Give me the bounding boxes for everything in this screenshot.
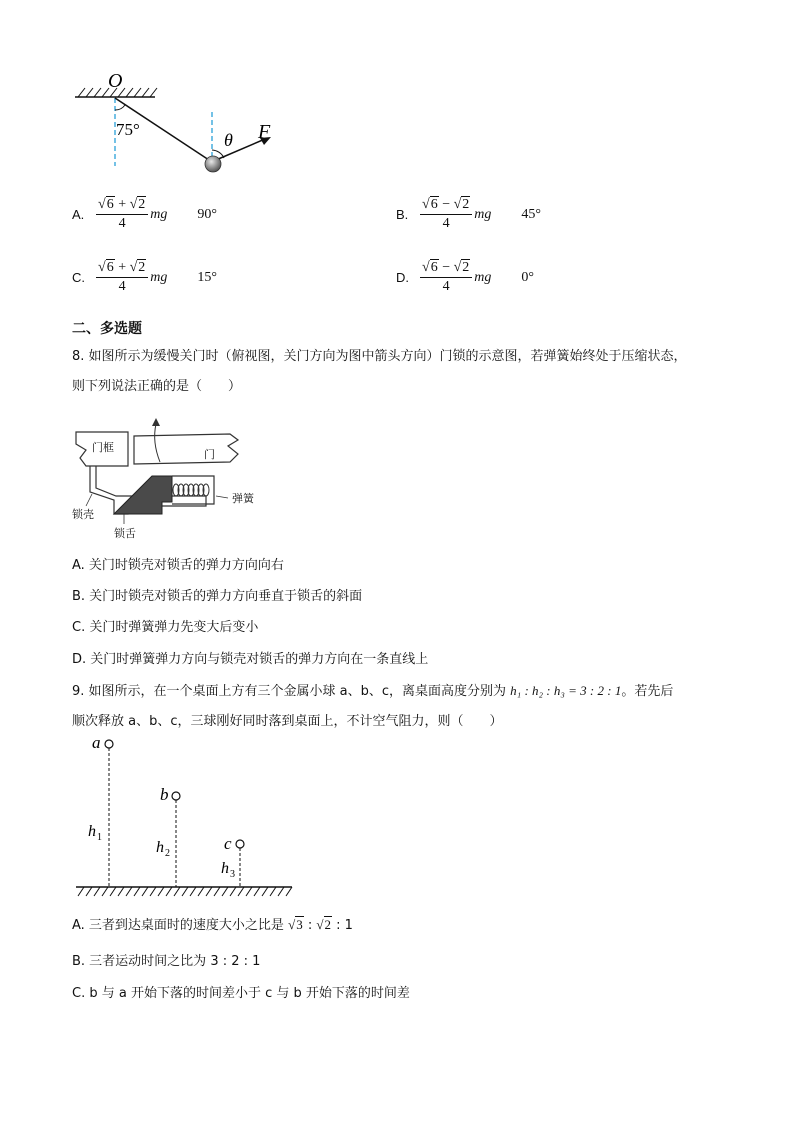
ball-b xyxy=(172,792,180,800)
label-h1: h xyxy=(88,823,96,840)
q9-option-c[interactable]: C. b 与 a 开始下落的时间差小于 c 与 b 开始下落的时间差 xyxy=(72,986,410,1001)
label-c: c xyxy=(224,834,232,853)
label-a: a xyxy=(92,733,101,752)
fraction: $\frac{√6 - √2}{4}$ xyxy=(420,196,472,233)
q8-option-a[interactable]: A. 关门时锁壳对锁舌的弹力方向向右 xyxy=(72,558,284,573)
q7-option-b[interactable]: B. $\frac{√6 - √2}{4}$ mg 45° xyxy=(396,197,542,231)
q8-option-c[interactable]: C. 关门时弹簧弹力先变大后变小 xyxy=(72,620,259,635)
label-h1-sub: 1 xyxy=(97,832,102,843)
label-h3-sub: 3 xyxy=(230,869,235,880)
q9-stem-line1: 9. 如图所示，在一个桌面上方有三个金属小球 a、b、c，离桌面高度分别为 h₁ : h₂ : h₃ = 3 : 2 : 1。若先后 xyxy=(72,683,674,699)
q8-stem-line1: 8. 如图所示为缓慢关门时（俯视图，关门方向为图中箭头方向）门锁的示意图，若弹簧始终处于压缩状态， xyxy=(72,349,687,364)
angle-arc-75 xyxy=(115,105,125,110)
q7-option-a[interactable]: A. $\frac{√6 + √2}{4}$ mg 90° xyxy=(72,197,218,231)
q8-stem-line2: 则下列说法正确的是（ ） xyxy=(72,379,242,394)
label-spring: 弹簧 xyxy=(232,492,254,505)
label-o: O xyxy=(108,70,123,92)
label-h3: h xyxy=(221,860,229,877)
label-75: 75° xyxy=(116,120,140,139)
section-heading: 二、多选题 xyxy=(72,321,142,337)
lock-tongue-shape xyxy=(114,476,172,514)
q8-door-lock-figure xyxy=(68,410,288,545)
label-theta: θ xyxy=(224,130,233,150)
label-door: 门 xyxy=(204,448,215,461)
q8-option-b[interactable]: B. 关门时锁壳对锁舌的弹力方向垂直于锁舌的斜面 xyxy=(72,589,363,604)
q9-option-a[interactable]: A. 三者到达桌面时的速度大小之比是 √3 : √2 : 1 xyxy=(72,917,353,933)
fraction: $\frac{√6 + √2}{4}$ xyxy=(96,259,148,296)
label-h2-sub: 2 xyxy=(165,848,170,859)
q7-pendulum-figure xyxy=(60,60,300,190)
spring-coils xyxy=(173,484,209,496)
q7-option-d[interactable]: D. $\frac{√6 - √2}{4}$ mg 0° xyxy=(396,260,535,294)
close-arrow-head xyxy=(152,418,160,426)
q9-balls-figure xyxy=(70,732,300,902)
label-b: b xyxy=(160,785,169,804)
label-h2: h xyxy=(156,839,164,856)
label-door-frame: 门框 xyxy=(92,441,114,454)
fraction: $\frac{√6 + √2}{4}$ xyxy=(96,196,148,233)
label-f: F xyxy=(258,121,271,143)
q9-option-b[interactable]: B. 三者运动时间之比为 3 : 2 : 1 xyxy=(72,954,261,969)
door-shape xyxy=(134,434,238,464)
shell-leader xyxy=(86,494,92,506)
ball-c xyxy=(236,840,244,848)
ball-a xyxy=(105,740,113,748)
fraction: $\frac{√6 - √2}{4}$ xyxy=(420,259,472,296)
q9-stem-line2: 顺次释放 a、b、c，三球刚好同时落到桌面上，不计空气阻力，则（ ） xyxy=(72,714,503,729)
ball xyxy=(205,156,221,172)
height-ratio: h₁ : h₂ : h₃ = 3 : 2 : 1 xyxy=(510,683,622,698)
spring-leader xyxy=(216,496,228,498)
ground-hatch xyxy=(78,887,292,896)
label-lock-tongue: 锁舌 xyxy=(114,527,136,540)
q8-option-d[interactable]: D. 关门时弹簧弹力方向与锁壳对锁舌的弹力方向在一条直线上 xyxy=(72,652,429,667)
q7-option-c[interactable]: C. $\frac{√6 + √2}{4}$ mg 15° xyxy=(72,260,218,294)
label-lock-shell: 锁壳 xyxy=(72,508,94,521)
